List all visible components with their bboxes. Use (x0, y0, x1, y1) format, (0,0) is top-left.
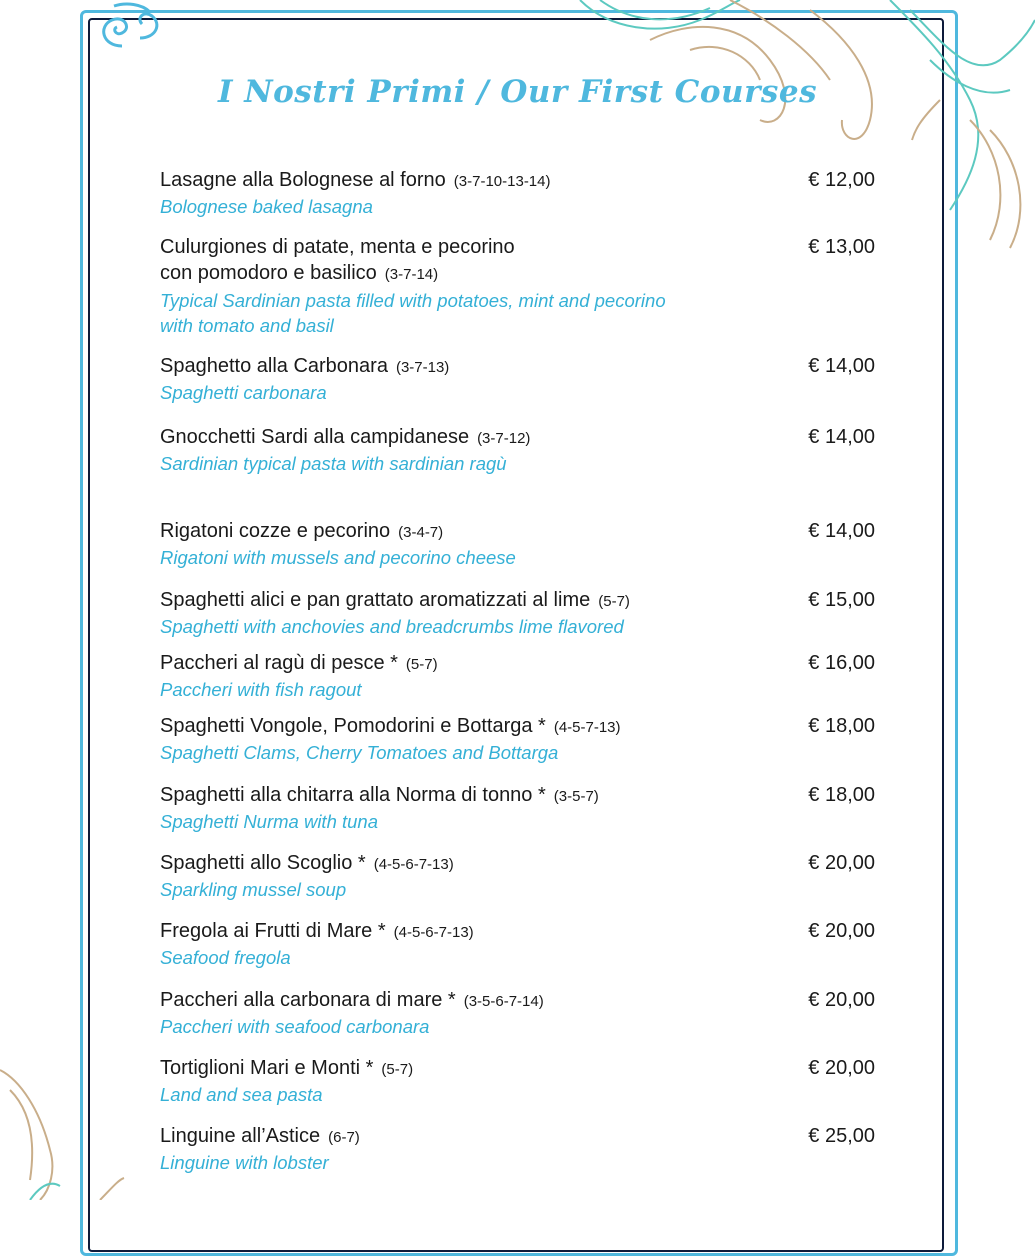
dish-allergens: (4-5-6-7-13) (373, 856, 454, 873)
dish-allergens: (4-5-7-13) (553, 719, 621, 736)
dish-name: Fregola ai Frutti di Mare * (4-5-6-7-13) (160, 920, 474, 942)
dish-translation: Paccheri with fish ragout (160, 679, 362, 700)
dish-translation: Land and sea pasta (160, 1084, 323, 1105)
menu-item (160, 519, 880, 570)
dish-allergens: (3-7-14) (384, 266, 439, 283)
dish-name: Spaghetti allo Scoglio * (4-5-6-7-13) (160, 852, 454, 874)
dish-allergens: (3-5-7) (553, 788, 599, 805)
menu-item (160, 714, 880, 765)
dish-allergens: (5-7) (405, 656, 438, 673)
menu-item (160, 588, 880, 639)
dish-name: Linguine all’Astice (6-7) (160, 1125, 360, 1147)
menu-item (160, 1124, 880, 1175)
dish-allergens: (4-5-6-7-13) (393, 924, 474, 941)
menu-item (160, 168, 880, 219)
menu-item (160, 919, 880, 970)
menu-item (160, 235, 880, 338)
dish-allergens: (5-7) (598, 593, 630, 610)
dish-price: € 12,00 (808, 169, 875, 191)
dish-translation: Spaghetti Nurma with tuna (160, 811, 379, 832)
dish-translation: Seafood fregola (160, 947, 291, 968)
dish-allergens: (3-7-10-13-14) (453, 173, 551, 190)
dish-allergens: (3-4-7) (398, 524, 444, 541)
dish-name: Paccheri al ragù di pesce * (5-7) (160, 652, 438, 674)
dish-price: € 18,00 (808, 715, 875, 737)
dish-price: € 15,00 (808, 589, 875, 611)
dish-name: Culurgiones di patate, menta e pecorino (160, 236, 515, 258)
dish-price: € 16,00 (808, 652, 875, 674)
menu-item (160, 783, 880, 834)
spiral-shell-icon (92, 0, 170, 56)
dish-price: € 20,00 (808, 1057, 875, 1079)
dish-translation: Spaghetti with anchovies and breadcrumbs lime flavored (160, 616, 624, 637)
dish-price: € 18,00 (808, 784, 875, 806)
dish-name: Rigatoni cozze e pecorino (3-4-7) (160, 520, 444, 542)
dish-translation: Spaghetti carbonara (160, 382, 327, 403)
dish-name: Paccheri alla carbonara di mare * (3-5-6-7-14) (160, 989, 544, 1011)
dish-allergens: (3-7-12) (477, 430, 531, 447)
menu-item (160, 988, 880, 1039)
dish-name: Spaghetto alla Carbonara (3-7-13) (160, 355, 450, 377)
coral-decoration-icon (0, 1060, 140, 1200)
menu-item (160, 851, 880, 902)
dish-translation: Bolognese baked lasagna (160, 196, 373, 217)
dish-price: € 13,00 (808, 236, 875, 258)
dish-name: Gnocchetti Sardi alla campidanese (3-7-12) (160, 426, 531, 448)
dish-allergens: (3-7-13) (395, 359, 450, 376)
dish-translation: Paccheri with seafood carbonara (160, 1016, 430, 1037)
dish-translation: Typical Sardinian pasta filled with potatoes, mint and pecorino (160, 290, 666, 311)
dish-name: Spaghetti alla chitarra alla Norma di tonno * (3-5-7) (160, 784, 599, 806)
menu-item (160, 1056, 880, 1107)
dish-translation: Sparkling mussel soup (160, 879, 347, 900)
dish-price: € 20,00 (808, 989, 875, 1011)
dish-translation: Sardinian typical pasta with sardinian ragù (160, 453, 507, 474)
dish-price: € 14,00 (808, 520, 875, 542)
dish-price: € 20,00 (808, 920, 875, 942)
dish-price: € 14,00 (808, 426, 875, 448)
dish-price: € 25,00 (808, 1125, 875, 1147)
dish-allergens: (6-7) (328, 1129, 360, 1146)
dish-name: Tortiglioni Mari e Monti * (5-7) (160, 1057, 414, 1079)
menu-item (160, 425, 880, 476)
dish-translation: Rigatoni with mussels and pecorino cheese (160, 547, 516, 568)
dish-price: € 14,00 (808, 355, 875, 377)
dish-translation: Spaghetti Clams, Cherry Tomatoes and Bottarga (160, 742, 559, 763)
dish-allergens: (3-5-6-7-14) (463, 993, 544, 1010)
menu-item (160, 651, 880, 702)
dish-translation: Linguine with lobster (160, 1152, 329, 1173)
dish-name: Spaghetti alici e pan grattato aromatizzati al lime (5-7) (160, 589, 630, 611)
dish-name-continued: con pomodoro e basilico (3-7-14) (160, 262, 439, 284)
dish-translation-continued: with tomato and basil (160, 315, 334, 336)
menu-item (160, 354, 880, 405)
dish-allergens: (5-7) (381, 1061, 414, 1078)
page-title: I Nostri Primi / Our First Courses (217, 74, 818, 110)
dish-name: Lasagne alla Bolognese al forno (3-7-10-13-14) (160, 169, 551, 191)
dish-price: € 20,00 (808, 852, 875, 874)
dish-name: Spaghetti Vongole, Pomodorini e Bottarga * (4-5-7-13) (160, 715, 621, 737)
